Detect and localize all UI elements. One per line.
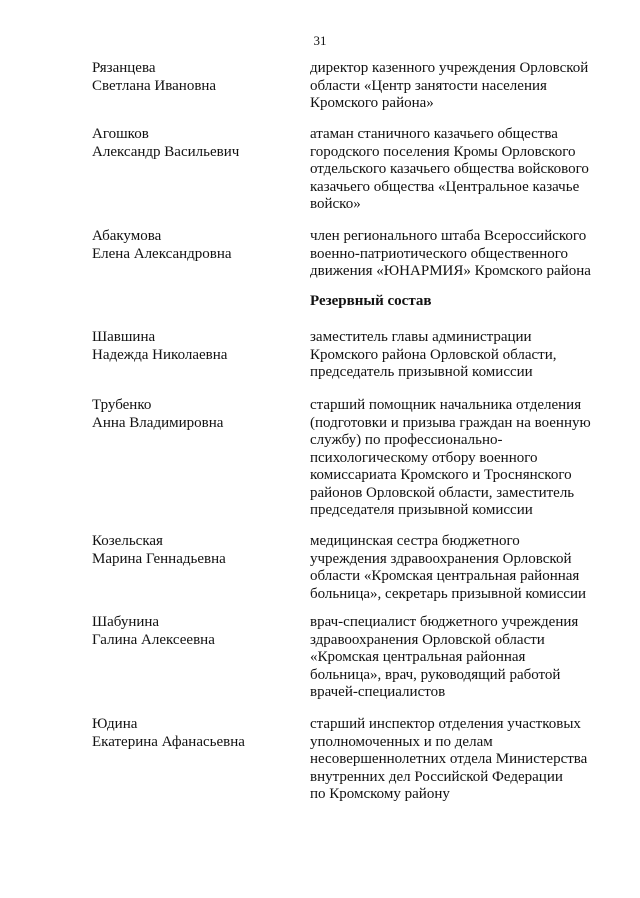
member-given-names: Александр Васильевич bbox=[92, 143, 240, 160]
member-given-names: Галина Алексеевна bbox=[92, 631, 215, 648]
member-name bbox=[92, 126, 310, 214]
member-role: врач-специалист бюджетного учреждения здравоохранения Орловской области «Кромская центральная районная больница», врач, руководящий работой врачей-специалистов bbox=[310, 614, 579, 700]
reserve-heading: Резервный состав bbox=[310, 293, 432, 309]
member-given-names: Елена Александровна bbox=[92, 245, 232, 262]
member-role: заместитель главы администрации Кромского района Орловской области, председатель призывной комиссии bbox=[310, 329, 557, 380]
member-name bbox=[92, 614, 310, 702]
member-surname: Шабунина bbox=[92, 614, 160, 630]
member-role: атаман станичного казачьего общества городского поселения Кромы Орловского отдельского казачьего общества войскового казачьего общества «Центральное казачье войско» bbox=[310, 126, 589, 212]
member-name bbox=[92, 329, 310, 382]
member-role: старший инспектор отделения участковых уполномоченных и по делам несовершеннолетних отдела Министерства внутренних дел Российской Федерации по Кромскому району bbox=[310, 716, 588, 802]
member-entry bbox=[92, 126, 612, 214]
member-name bbox=[92, 397, 310, 520]
member-surname: Юдина bbox=[92, 716, 138, 732]
member-role: директор казенного учреждения Орловской области «Центр занятости населения Кромского района» bbox=[310, 60, 589, 111]
reserve-member-entry bbox=[92, 614, 612, 702]
member-surname: Трубенко bbox=[92, 397, 152, 413]
member-name bbox=[92, 716, 310, 804]
member-name bbox=[92, 533, 310, 603]
member-entry bbox=[92, 228, 612, 281]
member-surname: Агошков bbox=[92, 126, 149, 142]
page-number: 31 bbox=[313, 33, 327, 48]
member-role: член регионального штаба Всероссийского военно-патриотического общественного движения «ЮНАРМИЯ» Кромского района bbox=[310, 228, 591, 279]
member-entry bbox=[92, 60, 612, 113]
member-name bbox=[92, 228, 310, 281]
member-surname: Рязанцева bbox=[92, 60, 156, 76]
reserve-member-entry bbox=[92, 397, 612, 520]
reserve-member-entry bbox=[92, 329, 612, 382]
member-surname: Козельская bbox=[92, 533, 163, 549]
member-given-names: Анна Владимировна bbox=[92, 414, 224, 431]
member-surname: Шавшина bbox=[92, 329, 156, 345]
member-name bbox=[92, 60, 310, 113]
member-role: старший помощник начальника отделения (подготовки и призыва граждан на военную службу) по профессионально- психологическому отбору военного комиссариата Кромского и Троснянского районов Орловской области, заместитель председателя призывной комиссии bbox=[310, 397, 591, 518]
reserve-member-entry bbox=[92, 716, 612, 804]
reserve-member-entry bbox=[92, 533, 612, 603]
member-given-names: Екатерина Афанасьевна bbox=[92, 733, 245, 750]
member-given-names: Надежда Николаевна bbox=[92, 346, 228, 363]
member-surname: Абакумова bbox=[92, 228, 162, 244]
member-role: медицинская сестра бюджетного учреждения здравоохранения Орловской области «Кромская центральная районная больница», секретарь призывной комиссии bbox=[310, 533, 587, 602]
member-given-names: Светлана Ивановна bbox=[92, 77, 217, 94]
member-given-names: Марина Геннадьевна bbox=[92, 550, 226, 567]
